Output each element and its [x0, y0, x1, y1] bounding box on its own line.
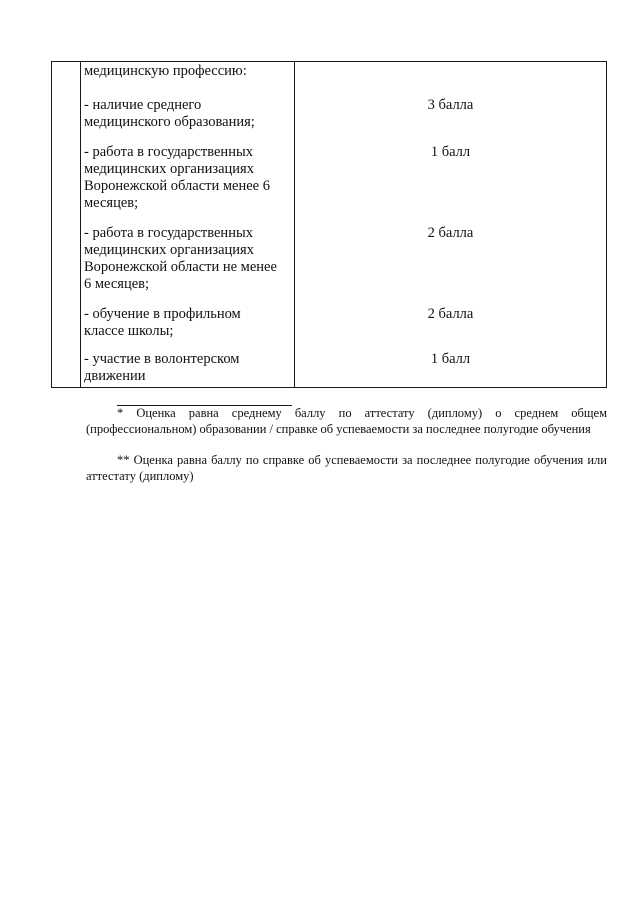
- score-value: 3 балла: [427, 97, 474, 113]
- criterion-line: медицинских организациях: [84, 242, 254, 258]
- score-value: 1 балл: [430, 144, 471, 160]
- table-border-right: [606, 61, 607, 388]
- criterion-line: - наличие среднего: [84, 97, 202, 113]
- footnote-2: ** Оценка равна баллу по справке об успеваемости за последнее полугодие обучения или аттестату (диплому): [86, 453, 607, 483]
- criterion-line: Воронежской области не менее: [84, 259, 277, 275]
- criterion-line: - работа в государственных: [84, 225, 253, 241]
- criterion-continuation: медицинскую профессию:: [84, 63, 247, 79]
- table-number-column-divider: [80, 61, 81, 388]
- criterion-line: медицинских организациях: [84, 161, 254, 177]
- score-value: 2 балла: [427, 306, 474, 322]
- criterion-line: - обучение в профильном: [84, 306, 241, 322]
- criterion-line: - работа в государственных: [84, 144, 253, 160]
- score-value: 1 балл: [430, 351, 471, 367]
- criterion-line: классе школы;: [84, 323, 174, 339]
- criterion-line: месяцев;: [84, 195, 139, 211]
- table-border-bottom: [51, 387, 607, 388]
- criterion-line: медицинского образования;: [84, 114, 255, 130]
- criterion-line: 6 месяцев;: [84, 276, 150, 292]
- table-border-left: [51, 61, 52, 388]
- score-value: 2 балла: [427, 225, 474, 241]
- criterion-line: движении: [84, 368, 146, 384]
- criterion-line: - участие в волонтерском: [84, 351, 240, 367]
- criterion-line: Воронежской области менее 6: [84, 178, 270, 194]
- table-border-top: [51, 61, 607, 62]
- footnote-1: * Оценка равна среднему баллу по аттестату (диплому) о среднем общем (профессиональном) образовании / справке об успеваемости за последнее полугодие обучения: [86, 406, 607, 436]
